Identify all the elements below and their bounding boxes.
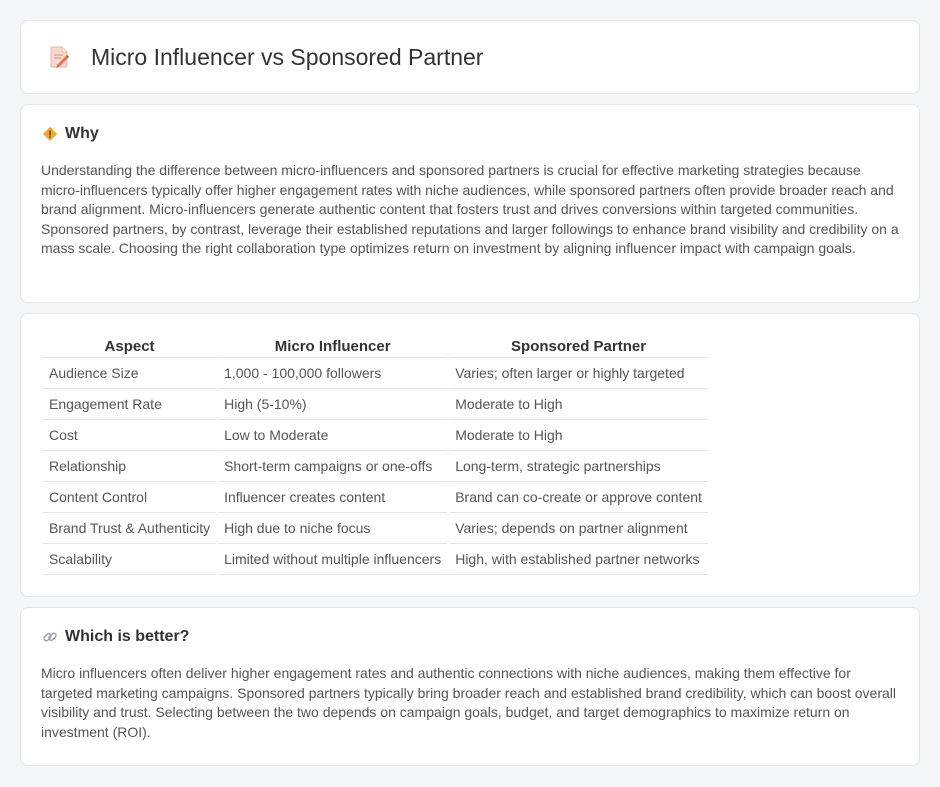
diamond-warning-icon [41,125,59,143]
table-cell: High (5-10%) [218,389,447,420]
table-cell: Varies; depends on partner alignment [449,513,708,544]
table-cell: High, with established partner networks [449,544,708,575]
table-header-row [43,334,708,358]
table-cell: Cost [43,420,216,451]
better-heading-text: Which is better? [65,628,190,645]
header-aspect: Aspect [43,334,216,358]
why-body: Understanding the difference between micro-influencers and sponsored partners is crucial for effective marketing strategies because micro-influencers typically offer higher engagement rates with niche audiences, while sponsored partners often provide broader reach and brand alignment. Micro-influencers generate authentic content that fosters trust and drives conversions within targeted communities. Sponsored partners, by contrast, leverage their established reputations and larger followings to enhance brand visibility and credibility on a mass scale. Choosing the right collaboration type optimizes return on investment by aligning influencer impact with campaign goals. [41,162,899,256]
better-heading [41,628,899,646]
table-cell: Audience Size [43,358,216,389]
table-cell: High due to niche focus [218,513,447,544]
which-is-better-section [20,607,920,766]
why-section [20,104,920,303]
table-row [43,358,708,389]
comparison-table [41,334,710,575]
table-cell: Content Control [43,482,216,513]
table-cell: Moderate to High [449,389,708,420]
table-row [43,389,708,420]
table-row [43,451,708,482]
table-cell: Moderate to High [449,420,708,451]
table-cell: Limited without multiple influencers [218,544,447,575]
header-sponsored-partner: Sponsored Partner [449,334,708,358]
table-cell: Relationship [43,451,216,482]
table-cell: Low to Moderate [218,420,447,451]
table-cell: Short-term campaigns or one-offs [218,451,447,482]
table-cell: Scalability [43,544,216,575]
title-card [20,20,920,94]
table-cell: Engagement Rate [43,389,216,420]
table-cell: Long-term, strategic partnerships [449,451,708,482]
why-heading [41,125,899,143]
table-row [43,513,708,544]
table-cell: Brand can co-create or approve content [449,482,708,513]
table-row [43,482,708,513]
table-cell: Influencer creates content [218,482,447,513]
why-heading-text: Why [65,125,99,142]
header-micro-influencer: Micro Influencer [218,334,447,358]
table-row [43,420,708,451]
better-body: Micro influencers often deliver higher engagement rates and authentic connections with niche audiences, making them effective for targeted marketing campaigns. Sponsored partners typically bring broader reach and established brand credibility, which can boost overall visibility and trust. Selecting between the two depends on campaign goals, budget, and target demographics to maximize return on investment (ROI). [41,665,896,740]
table-cell: 1,000 - 100,000 followers [218,358,447,389]
table-row [43,544,708,575]
link-icon [41,628,59,646]
page-title: Micro Influencer vs Sponsored Partner [91,43,484,70]
table-cell: Varies; often larger or highly targeted [449,358,708,389]
comparison-section [20,313,920,597]
document-pencil-icon [47,45,71,69]
table-cell: Brand Trust & Authenticity [43,513,216,544]
